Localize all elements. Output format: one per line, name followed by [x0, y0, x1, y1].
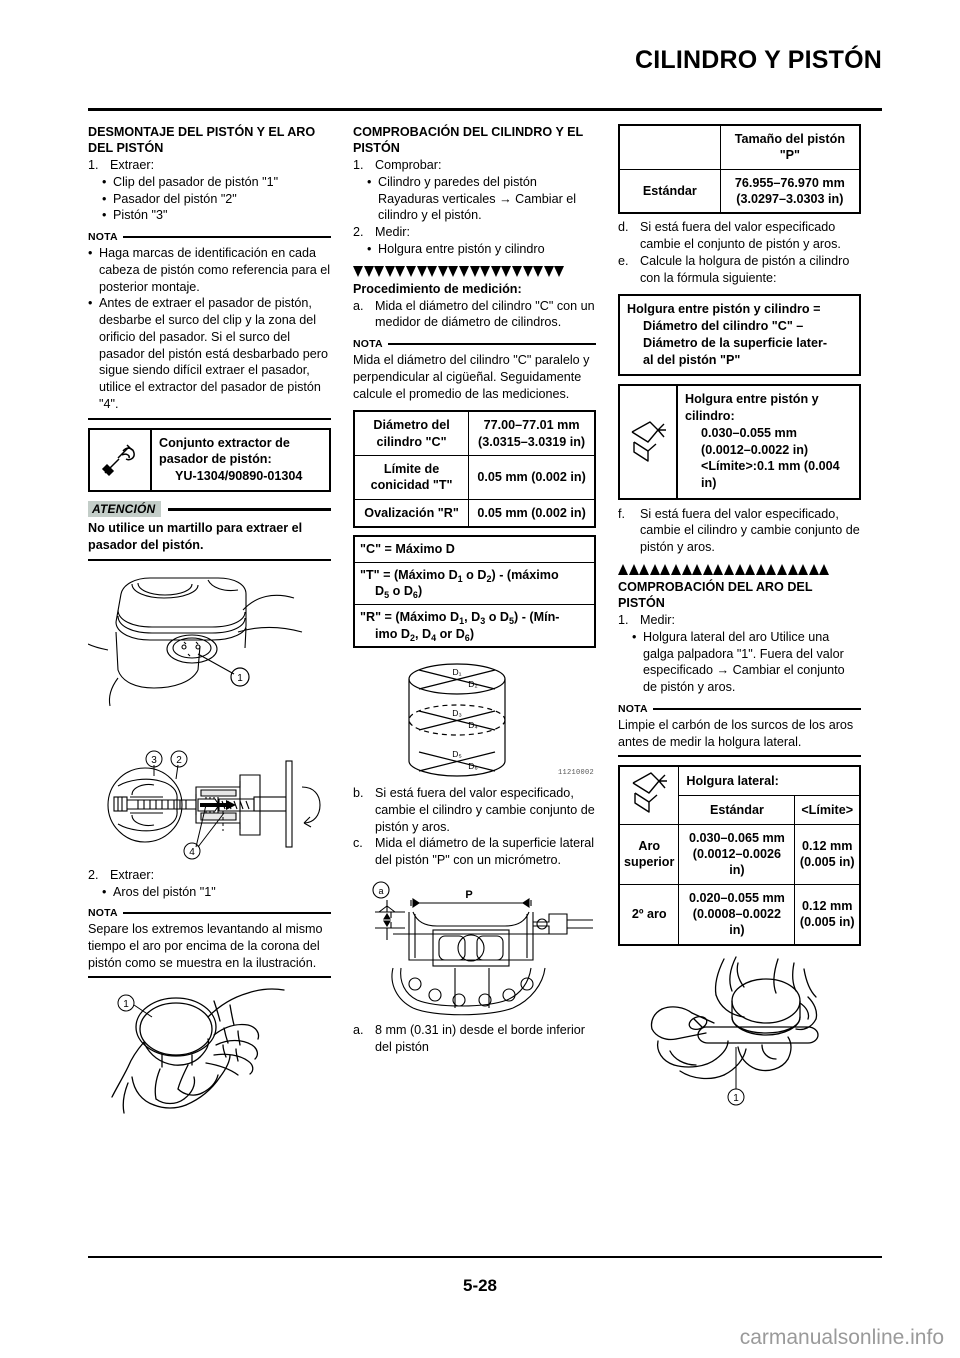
formula-line-4: al del pistón "P"	[643, 352, 741, 367]
nota-rule	[653, 708, 861, 710]
nota-bottom-rule	[88, 418, 331, 420]
atencion-header	[88, 501, 331, 517]
triangle-down-icon	[470, 266, 480, 277]
bullet-dot: •	[88, 246, 93, 261]
step-text: Mida el diámetro de la superficie lateral del pistón "P" con un micrómetro.	[375, 836, 595, 868]
side-clearance-table	[618, 765, 861, 946]
tool-text	[152, 430, 329, 491]
label-d3: D₃	[452, 708, 462, 719]
clearance-title-2: cilindro:	[685, 409, 735, 424]
screwdriver-tool-icon	[90, 430, 152, 491]
middle-step-a	[353, 298, 596, 331]
nota-label: NOTA	[618, 702, 648, 715]
step-text: Calcule la holgura de pistón a cilindro con la fórmula siguiente:	[640, 253, 850, 285]
bullet-text: Cilindro y paredes del pistón Rayaduras verticales → Cambiar el cilindro y el pistón.	[378, 174, 577, 223]
bullet-text: Pistón "3"	[113, 208, 168, 223]
page-number: 5-28	[462, 1276, 498, 1295]
left-column	[88, 124, 331, 1254]
label-d4: D₄	[468, 720, 478, 731]
step-letter: d.	[618, 220, 629, 235]
triangle-up-icon	[745, 564, 755, 575]
middle-step-1	[353, 157, 596, 174]
step-letter: c.	[353, 836, 363, 851]
atencion-block	[88, 501, 331, 560]
nota-label: NOTA	[353, 338, 383, 351]
nota-header	[618, 703, 861, 715]
step-letter: a.	[353, 298, 364, 313]
column-header-limit: <Límite>	[795, 795, 860, 824]
procedure-start-divider	[353, 265, 596, 279]
triangle-down-icon	[438, 266, 448, 277]
step-text: Medir:	[375, 225, 410, 240]
value-limit: 0.12 mm (0.005 in)	[795, 824, 860, 884]
triangle-down-icon	[427, 266, 437, 277]
bullet-text: Clip del pasador de pistón "1"	[113, 174, 279, 189]
watermark: carmanualsonline.info	[739, 1326, 944, 1349]
procedure-end-divider	[618, 563, 861, 577]
step-number: 1.	[88, 158, 99, 173]
left-nota-1	[88, 231, 331, 419]
bullet-dot: •	[102, 174, 107, 189]
right-step-1	[618, 612, 861, 629]
triangle-up-icon	[692, 564, 702, 575]
table-row	[619, 824, 860, 884]
table-row	[354, 605, 595, 648]
nota-label: NOTA	[88, 907, 118, 920]
step-text: Medir:	[640, 613, 675, 628]
triangle-down-icon	[448, 266, 458, 277]
atencion-rule	[168, 508, 331, 511]
triangle-up-icon	[777, 564, 787, 575]
middle-step-2-bullets	[367, 241, 596, 258]
column-header-standard: Estándar	[679, 795, 795, 824]
triangle-up-icon	[639, 564, 649, 575]
table-row	[354, 456, 595, 500]
triangle-down-icon	[533, 266, 543, 277]
right-step-f	[618, 506, 861, 556]
clearance-formula-box	[618, 294, 861, 376]
step-text: Comprobar:	[375, 158, 442, 173]
note-text: 8 mm (0.31 in) desde el borde inferior del pistón	[375, 1022, 585, 1054]
left-section-title: DESMONTAJE DEL PISTÓN Y EL ARO DEL PISTÓN	[88, 125, 316, 156]
clearance-value-2: (0.0012–0.0022 in)	[701, 442, 809, 457]
step-number: 1.	[353, 158, 364, 173]
bullet-text: Holgura entre pistón y cilindro	[378, 241, 545, 256]
page-title: CILINDRO Y PISTÓN	[635, 46, 882, 74]
label-p: P	[465, 888, 473, 901]
callout-4: 4	[189, 846, 195, 858]
step-letter: b.	[353, 786, 364, 801]
nota-bottom-rule	[618, 755, 861, 757]
callout-1: 1	[237, 672, 243, 684]
row-label-second-ring: 2º aro	[619, 884, 679, 945]
atencion-body: No utilice un martillo para extraer el pasador del pistón.	[88, 521, 303, 553]
formula-r-line1: "R" = (Máximo $D_1$, $D_3$ o $D_5$) - (Mín-	[360, 610, 560, 627]
step-text: Si está fuera del valor especificado, cambie el cilindro y cambie conjunto de pistón y aros.	[640, 506, 860, 555]
table-row	[619, 884, 860, 945]
triangle-up-icon	[682, 564, 692, 575]
list-item	[367, 241, 596, 258]
cylinder-spec-table	[353, 410, 596, 528]
triangle-up-icon	[660, 564, 670, 575]
formula-t	[354, 562, 595, 604]
formula-t-line2: $D_5$ o $D_6$)	[375, 584, 423, 601]
bullet-text: Antes de extraer el pasador de pistón, desbarbe el surco del clip y la zona del orificio del pasador. Si el surco del pasador del pistón está desbarbado pero sigue siendo difícil extraer el pasador, utilice el extractor del pasador de pistón "4".	[99, 296, 328, 411]
triangle-up-icon	[766, 564, 776, 575]
nota-body: Mida el diámetro del cilindro "C" paralelo y perpendicular al cigüeñal. Seguidamente calcule el promedio de las mediciones.	[353, 353, 590, 401]
callout-2: 2	[176, 754, 182, 766]
list-item	[102, 174, 331, 191]
clearance-limit-2: in)	[701, 475, 717, 490]
spec-value: 0.05 mm (0.002 in)	[469, 499, 595, 527]
figure-code: 11210002	[557, 769, 594, 778]
triangle-up-icon	[618, 564, 628, 575]
caliper-gauge-icon	[619, 766, 679, 824]
nota-label: NOTA	[88, 231, 118, 244]
step-letter: e.	[618, 253, 629, 268]
bullet-dot: •	[367, 241, 372, 256]
triangle-down-icon	[554, 266, 564, 277]
middle-nota	[353, 338, 596, 402]
standard-label: Estándar	[619, 169, 720, 213]
triangle-down-icon	[512, 266, 522, 277]
triangle-down-icon	[501, 266, 511, 277]
triangle-up-icon	[809, 564, 819, 575]
triangle-down-icon	[544, 266, 554, 277]
list-item	[367, 174, 596, 224]
special-tool-box	[88, 428, 331, 493]
standard-value: 76.955–76.970 mm (3.0297–3.0303 in)	[720, 169, 860, 213]
step-number: 2.	[353, 225, 364, 240]
middle-step-1-bullets	[367, 174, 596, 224]
label-d2: D₂	[468, 679, 478, 690]
bullet-dot: •	[632, 629, 637, 644]
bullet-text: Holgura lateral del aro Utilice una galga palpadora "1". Fuera del valor especificado → Cambiar el conjunto de pistón y aros.	[643, 629, 845, 695]
triangle-down-icon	[364, 266, 374, 277]
procedure-title: Procedimiento de medición:	[353, 281, 522, 296]
list-item	[632, 629, 861, 696]
nota-header	[88, 907, 331, 919]
triangle-down-icon	[417, 266, 427, 277]
right-step-d	[618, 219, 861, 252]
piston-clip-illustration	[88, 570, 331, 730]
triangle-up-icon	[703, 564, 713, 575]
step-text: Si está fuera del valor especificado cambie el conjunto de pistón y aros.	[640, 220, 841, 252]
list-item	[88, 295, 331, 412]
feeler-gauge-hands-illustration	[618, 955, 861, 1135]
left-step-2	[88, 867, 331, 884]
step-letter: f.	[618, 506, 625, 521]
nota-rule	[388, 343, 596, 345]
step-number: 2.	[88, 867, 99, 882]
triangle-up-icon	[819, 564, 829, 575]
right-column	[618, 124, 861, 1254]
triangle-down-icon	[480, 266, 490, 277]
middle-note-a	[353, 1022, 596, 1055]
nota-body: Separe los extremos levantando al mismo tiempo el aro por encima de la corona del pistón como se muestra en la ilustración.	[88, 922, 323, 970]
formula-r	[354, 605, 595, 648]
triangle-up-icon	[756, 564, 766, 575]
step-text: Extraer:	[110, 158, 155, 173]
step-text: Extraer:	[110, 867, 155, 882]
atencion-label: ATENCIÓN	[88, 501, 161, 517]
nota-body: Limpie el carbón de los surcos de los aros antes de medir la holgura lateral.	[618, 717, 854, 749]
piston-size-header: Tamaño del pistón "P"	[720, 125, 860, 169]
formula-line-2: Diámetro del cilindro "C" –	[643, 319, 804, 334]
clearance-value-1: 0.030–0.055 mm	[701, 425, 797, 440]
triangle-down-icon	[374, 266, 384, 277]
piston-clearance-spec-box	[618, 384, 861, 499]
clearance-limit-1: <Límite>:0.1 mm (0.004	[701, 459, 840, 474]
formula-line-3: Diámetro de la superficie later-	[643, 335, 828, 350]
step-text: Si está fuera del valor especificado, cambie el cilindro y cambie conjunto de pistón y aros.	[375, 786, 595, 834]
triangle-down-icon	[385, 266, 395, 277]
callout-1: 1	[123, 999, 129, 1011]
nota-header	[88, 231, 331, 243]
triangle-up-icon	[724, 564, 734, 575]
spec-label: Diámetro del cilindro "C"	[354, 411, 469, 455]
table-row	[354, 562, 595, 604]
list-item	[102, 191, 331, 208]
spec-value: 0.05 mm (0.002 in)	[469, 456, 595, 500]
footer-divider	[88, 1256, 882, 1259]
caliper-gauge-icon	[620, 386, 678, 497]
label-d1: D₁	[452, 667, 462, 678]
formula-t-line1: "T" = (Máximo $D_1$ o $D_2$) - (máximo	[360, 567, 559, 584]
triangle-down-icon	[491, 266, 501, 277]
formula-c: "C" = Máximo D	[354, 536, 595, 562]
bullet-dot: •	[102, 208, 107, 223]
piston-size-table	[618, 124, 861, 214]
note-letter: a.	[353, 1022, 364, 1037]
clearance-spec-text	[678, 386, 859, 497]
bullet-dot: •	[102, 191, 107, 206]
nota-header	[353, 338, 596, 350]
triangle-down-icon	[395, 266, 405, 277]
spec-value: 77.00–77.01 mm (3.0315–3.0319 in)	[469, 411, 595, 455]
cylinder-formula-table	[353, 535, 596, 648]
clearance-title-1: Holgura entre pistón y	[685, 392, 819, 407]
tool-part-number: YU-1304/90890-01304	[175, 468, 303, 483]
cylinder-measurement-diagram	[353, 657, 596, 785]
right-section-title: COMPROBACIÓN DEL ARO DEL PISTÓN	[618, 579, 813, 611]
formula-r-line2: imo $D_2$, $D_4$ or $D_6$)	[375, 626, 475, 643]
label-d5: D₅	[452, 749, 462, 760]
nota-body	[88, 245, 331, 412]
right-step-e	[618, 253, 861, 286]
triangle-down-icon	[353, 266, 363, 277]
table-row	[354, 411, 595, 455]
triangle-down-icon	[459, 266, 469, 277]
spec-label: Límite de conicidad "T"	[354, 456, 469, 500]
bullet-text: Pasador del pistón "2"	[113, 191, 237, 206]
middle-step-c	[353, 835, 596, 868]
list-item	[88, 245, 331, 295]
triangle-down-icon	[406, 266, 416, 277]
middle-step-b	[353, 785, 596, 835]
spec-label: Ovalización "R"	[354, 499, 469, 527]
step-number: 1.	[618, 613, 629, 628]
left-step-1-bullets	[102, 174, 331, 224]
piston-ring-removal-hands-illustration	[88, 987, 331, 1167]
value-limit: 0.12 mm (0.005 in)	[795, 884, 860, 945]
left-step-2-bullets	[102, 884, 331, 901]
triangle-up-icon	[713, 564, 723, 575]
side-clearance-title: Holgura lateral:	[679, 766, 860, 795]
triangle-up-icon	[629, 564, 639, 575]
nota-rule	[123, 912, 331, 914]
left-step-1	[88, 157, 331, 174]
left-nota-2	[88, 907, 331, 978]
callout-3: 3	[151, 754, 157, 766]
page-header	[0, 46, 960, 75]
bullet-dot: •	[88, 296, 93, 311]
triangle-up-icon	[798, 564, 808, 575]
triangle-up-icon	[650, 564, 660, 575]
bullet-text: Haga marcas de identificación en cada cabeza de pistón como referencia para el posterior montaje.	[99, 246, 331, 294]
right-step-1-bullets	[632, 629, 861, 696]
bullet-text: Aros del pistón "1"	[113, 884, 216, 899]
table-row	[619, 169, 860, 213]
list-item	[102, 207, 331, 224]
micrometer-piston-diagram	[353, 878, 596, 1018]
value-standard: 0.030–0.065 mm (0.0012–0.0026 in)	[679, 824, 795, 884]
right-nota	[618, 703, 861, 757]
middle-section-title: COMPROBACIÓN DEL CILINDRO Y EL PISTÓN	[353, 125, 583, 156]
atencion-bottom-rule	[88, 559, 331, 561]
piston-pin-puller-illustration	[88, 739, 331, 867]
triangle-down-icon	[523, 266, 533, 277]
label-d6: D₆	[468, 761, 478, 772]
bullet-dot: •	[102, 884, 107, 899]
nota-rule	[123, 236, 331, 238]
triangle-up-icon	[671, 564, 681, 575]
table-row	[354, 499, 595, 527]
middle-column	[353, 124, 596, 1254]
table-row	[354, 536, 595, 562]
value-standard: 0.020–0.055 mm (0.0008–0.0022 in)	[679, 884, 795, 945]
content-columns	[88, 124, 888, 1254]
header-divider	[88, 108, 882, 111]
triangle-up-icon	[735, 564, 745, 575]
row-label-top-ring: Aro superior	[619, 824, 679, 884]
table-row	[619, 766, 860, 795]
callout-1: 1	[733, 1092, 739, 1104]
triangle-up-icon	[788, 564, 798, 575]
label-a: a	[378, 885, 384, 896]
tool-name-line1: Conjunto extractor de	[159, 435, 290, 450]
middle-step-2	[353, 224, 596, 241]
list-item	[102, 884, 331, 901]
nota-bottom-rule	[88, 976, 331, 978]
step-text: Mida el diámetro del cilindro "C" con un medidor de diámetro de cilindros.	[375, 298, 595, 330]
bullet-dot: •	[367, 174, 372, 189]
blank-header	[619, 125, 720, 169]
formula-line-1: Holgura entre pistón y cilindro =	[627, 302, 821, 317]
table-row	[619, 125, 860, 169]
tool-name-line2: pasador de pistón:	[159, 452, 272, 467]
